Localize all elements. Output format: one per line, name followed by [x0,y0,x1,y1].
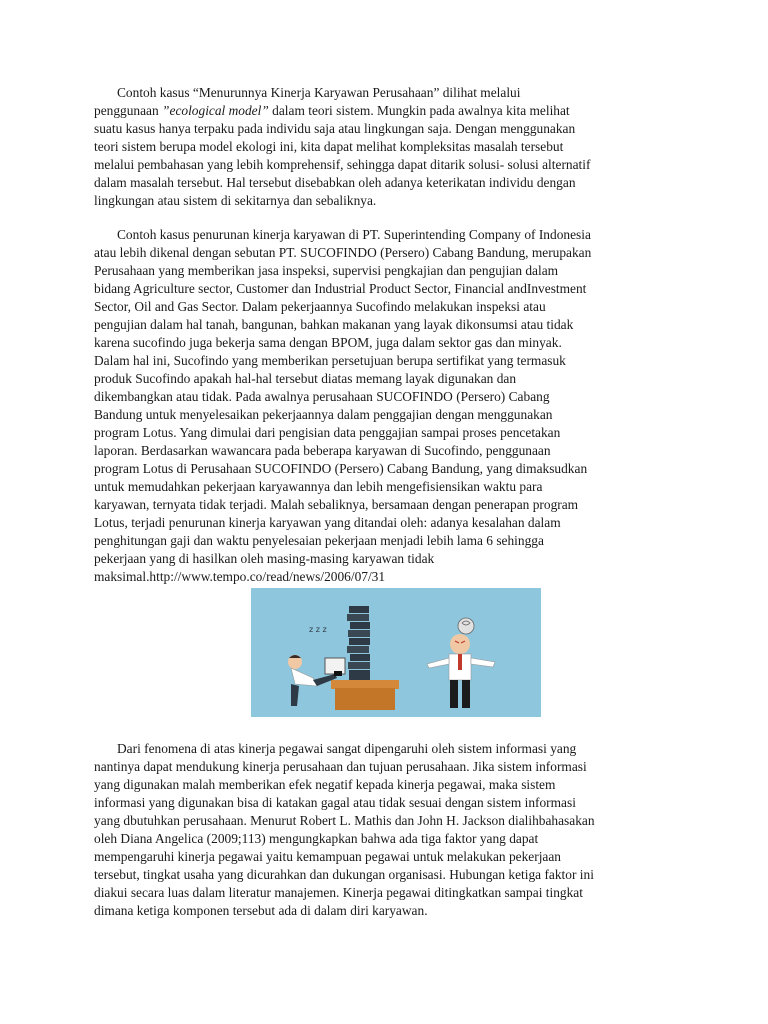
text-line: pengujian dalam hal tanah, bangunan, bahkan makanan yang layak dikonsumsi atau tidak [94,317,574,332]
text-line: mempengaruhi kinerja pegawai yaitu kemampuan pegawai untuk melakukan pekerjaan [94,849,562,864]
text-line: penghitungan gaji dan waktu penyelesaian pekerjaan menjadi lebih lama 6 sehingga [94,533,544,548]
text-line: untuk memudahkan pekerjaan karyawannya dan lebih mengefisiensikan waktu para [94,479,543,494]
text-line: bidang Agriculture sector, Customer dan Industrial Product Sector, Financial andInvestment [94,281,587,296]
text-line: yang dbutuhkan perusahaan. Menurut Robert L. Mathis dan John H. Jackson dialihbahasakan [94,813,595,828]
text-line: dalam masalah tersebut. Hal tersebut disebabkan oleh adanya keterikatan individu dengan [94,175,576,190]
paragraph-ecological-model [94,84,680,210]
text-line: produk Sucofindo apakah hal-hal tersebut diatas memang layak digunakan dan [94,371,517,386]
text-line: Dari fenomena di atas kinerja pegawai sangat dipengaruhi oleh sistem informasi yang [117,741,577,756]
text-line: suatu kasus hanya terpaku pada individu saja atau lingkungan saja. Dengan menggunakan [94,121,576,136]
paragraph-information-system [94,740,680,920]
text-line: dimana ketiga komponen tersebut ada di dalam diri karyawan. [94,903,428,918]
text-line: nantinya dapat mendukung kinerja perusahaan dan tujuan perusahaan. Jika sistem informasi [94,759,587,774]
text-line: Lotus, terjadi penurunan kinerja karyawan yang ditandai oleh: adanya kesalahan dalam [94,515,561,530]
text-line: oleh Diana Angelica (2009;113) mengungkapkan bahwa ada tiga faktor yang dapat [94,831,539,846]
desk [331,680,399,710]
text-line: atau lebih dikenal dengan sebutan PT. SUCOFINDO (Persero) Cabang Bandung, merupakan [94,245,592,260]
text-line: laporan. Berdasarkan wawancara pada beberapa karyawan di Sucofindo, penggunaan [94,443,551,458]
text-line: pekerjaan yang di hasilkan oleh masing-masing karyawan tidak [94,551,435,566]
text-line: informasi yang digunakan bisa di katakan gagal atau tidak sesuai dengan sistem informasi [94,795,576,810]
illustration-lazy-worker-angry-boss [251,588,541,717]
text-line: dikembangkan atau tidak. Pada awalnya perusahaan SUCOFINDO (Persero) Cabang [94,389,550,404]
text-line: melalui pembahasan yang lebih komprehensif, sehingga dapat ditarik solusi- solusi alternatif [94,157,591,172]
text-line: Dalam hal ini, Sucofindo yang memberikan persetujuan berupa sertifikat yang termasuk [94,353,566,368]
sleep-zzz-text: z z z [309,625,327,634]
text-line: yang digunakan malah memberikan efek negatif kepada kinerja pegawai, maka sistem [94,777,556,792]
text-line: program Lotus di Perusahaan SUCOFINDO (Persero) Cabang Bandung, yang dimaksudkan [94,461,588,476]
text-line: lingkungan atau sistem di sekitarnya dan sebaliknya. [94,193,377,208]
text-line: Sector, Oil and Gas Sector. Dalam pekerjaannya Sucofindo melakukan inspeksi atau [94,299,546,314]
text-line: Contoh kasus “Menurunnya Kinerja Karyawan Perusahaan” dilihat melalui [117,85,521,100]
file-stack [347,606,370,680]
text-line: Bandung untuk menyelesaikan pekerjaannya dalam penggajian dengan menggunakan [94,407,553,422]
text-line: karyawan, ternyata tidak terjadi. Malah sebaliknya, bersamaan dengan penerapan program [94,497,579,512]
text-line: program Lotus. Yang dimulai dari pengisian data penggajian sampai proses pencetakan [94,425,561,440]
paragraph-sucofindo-case [94,226,680,586]
text-line: tersebut, tingkat usaha yang dicurahkan dan dukungan organisasi. Hubungan ketiga faktor ini [94,867,594,882]
source-link-text: maksimal.http://www.tempo.co/read/news/2006/07/31 [94,569,386,584]
text-line: Contoh kasus penurunan kinerja karyawan di PT. Superintending Company of Indonesia [117,227,591,242]
text-line: teori sistem berupa model ekologi ini, kita dapat melihat kompleksitas masalah tersebut [94,139,564,154]
ecological-model-emphasis: ”ecological model” [162,103,269,118]
text-line: karena sucofindo juga bekerja sama dengan BPOM, juga dalam sektor gas dan minyak. [94,335,562,350]
text-line: diakui secara luas dalam literatur manajemen. Kinerja pegawai ditingkatkan sampai tingkat [94,885,583,900]
text-line: Perusahaan yang memberikan jasa inspeksi, supervisi pengkajian dan pengujian dalam [94,263,559,278]
text-line: penggunaan ”ecological model” dalam teori sistem. Mungkin pada awalnya kita melihat [94,103,570,118]
